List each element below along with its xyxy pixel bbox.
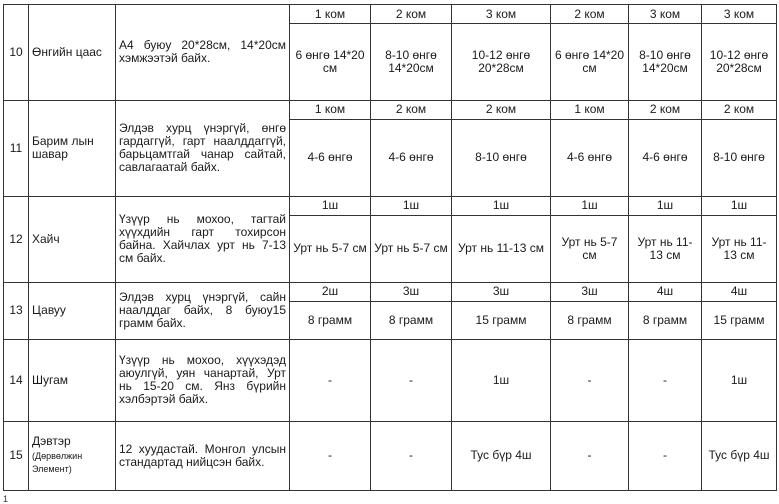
table-row [4, 100, 777, 119]
quantity-top: 4ш [629, 282, 702, 301]
item-name: Хайч [32, 231, 60, 246]
quantity-bottom: Урт нь 11-13 см [629, 215, 702, 282]
quantity-bottom: 10-12 өнгө 20*28см [452, 24, 551, 101]
row-number: 15 [4, 421, 29, 491]
quantity-top: 1 ком [551, 100, 629, 119]
item-description: Элдэв хурц үнэргүй, өнгө гардаггүй, гарт наалддаггүй, барьцамтгай чанар сайтай, савлагаатай байх. [116, 100, 290, 196]
quantity-top: 3ш [371, 282, 452, 301]
quantity-top: 1ш [371, 196, 452, 215]
quantity-cell: 1ш [452, 340, 551, 421]
row-number: 13 [4, 282, 29, 339]
table-row [4, 196, 777, 215]
item-description: Элдэв хурц үнэргүй, сайн наалддаг байх, 8 буюу15 грамм байх. [116, 282, 290, 339]
table-row [4, 5, 777, 24]
quantity-top: 1ш [452, 196, 551, 215]
quantity-bottom: 8-10 өнгө [452, 119, 551, 196]
item-name-cell [29, 100, 116, 196]
row-number: 12 [4, 196, 29, 282]
item-name-cell [29, 5, 116, 101]
row-number: 10 [4, 5, 29, 101]
quantity-bottom: 6 өнгө 14*20 см [551, 24, 629, 101]
item-name-cell [29, 282, 116, 339]
item-name-cell [29, 196, 116, 282]
quantity-bottom: 15 грамм [452, 301, 551, 339]
quantity-top: 4ш [702, 282, 777, 301]
quantity-top: 3 ком [702, 5, 777, 24]
quantity-bottom: 4-6 өнгө [290, 119, 371, 196]
item-name-cell [29, 421, 116, 491]
table-row [4, 421, 777, 491]
item-name-sub: (Дөрвөлжин Элемент) [32, 451, 83, 475]
quantity-top: 2 ком [551, 5, 629, 24]
quantity-bottom: 4-6 өнгө [371, 119, 452, 196]
quantity-bottom: 8 грамм [551, 301, 629, 339]
quantity-top: 2 ком [452, 100, 551, 119]
item-name: Барим лын шавар [32, 134, 94, 162]
quantity-bottom: 10-12 өнгө 20*28см [702, 24, 777, 101]
quantity-cell: Тус бүр 4ш [702, 421, 777, 491]
row-number: 14 [4, 340, 29, 421]
quantity-top: 3 ком [629, 5, 702, 24]
quantity-bottom: 8 грамм [290, 301, 371, 339]
quantity-top: 1ш [290, 196, 371, 215]
item-name: Өнгийн цаас [32, 44, 102, 59]
quantity-cell: - [551, 340, 629, 421]
table-body [4, 5, 777, 491]
footnote-mark: 1 [3, 494, 9, 504]
quantity-bottom: 4-6 өнгө [629, 119, 702, 196]
item-name: Дэвтэр [32, 434, 71, 449]
quantity-cell: - [629, 421, 702, 491]
quantity-cell: Тус бүр 4ш [452, 421, 551, 491]
quantity-bottom: 8 грамм [371, 301, 452, 339]
quantity-bottom: 8-10 өнгө 14*20см [629, 24, 702, 101]
quantity-bottom: Урт нь 11-13 см [452, 215, 551, 282]
quantity-bottom: 8-10 өнгө 14*20см [371, 24, 452, 101]
row-number: 11 [4, 100, 29, 196]
item-description: А4 буюу 20*28см, 14*20см хэмжээтэй байх. [116, 5, 290, 101]
table-row [4, 340, 777, 421]
item-description: Үзүүр нь мохоо, хүүхэдэд аюулгүй, уян чанартай, Урт нь 15-20 см. Янз бүрийн хэлбэртэй байх. [116, 340, 290, 421]
supplies-table [3, 4, 777, 491]
quantity-cell: - [290, 421, 371, 491]
item-name-cell [29, 340, 116, 421]
quantity-bottom: 6 өнгө 14*20 см [290, 24, 371, 101]
quantity-bottom: 15 грамм [702, 301, 777, 339]
item-description: 12 хуудастай. Монгол улсын стандартад нийцсэн байх. [116, 421, 290, 491]
item-name: Цавуу [32, 303, 66, 318]
quantity-top: 2 ком [371, 100, 452, 119]
quantity-top: 2 ком [371, 5, 452, 24]
quantity-bottom: 8 грамм [629, 301, 702, 339]
quantity-bottom: 4-6 өнгө [551, 119, 629, 196]
item-description: Үзүүр нь мохоо, тагтай хүүхдийн гарт тохирсон байна. Хайчлах урт нь 7-13 см байх. [116, 196, 290, 282]
quantity-top: 1 ком [290, 5, 371, 24]
quantity-top: 3ш [551, 282, 629, 301]
quantity-top: 1ш [629, 196, 702, 215]
quantity-bottom: Урт нь 11-13 см [702, 215, 777, 282]
quantity-top: 3ш [452, 282, 551, 301]
quantity-cell: - [629, 340, 702, 421]
quantity-top: 2 ком [702, 100, 777, 119]
quantity-bottom: Урт нь 5-7 см [551, 215, 629, 282]
quantity-bottom: Урт нь 5-7 см [290, 215, 371, 282]
quantity-top: 1 ком [290, 100, 371, 119]
quantity-top: 1ш [551, 196, 629, 215]
quantity-bottom: 8-10 өнгө [702, 119, 777, 196]
quantity-top: 3 ком [452, 5, 551, 24]
quantity-top: 2 ком [629, 100, 702, 119]
table-row [4, 282, 777, 301]
quantity-cell: 1ш [702, 340, 777, 421]
quantity-cell: - [371, 421, 452, 491]
quantity-cell: - [551, 421, 629, 491]
item-name: Шугам [32, 372, 69, 387]
quantity-cell: - [290, 340, 371, 421]
quantity-top: 1ш [702, 196, 777, 215]
quantity-bottom: Урт нь 5-7 см [371, 215, 452, 282]
quantity-cell: - [371, 340, 452, 421]
quantity-top: 2ш [290, 282, 371, 301]
